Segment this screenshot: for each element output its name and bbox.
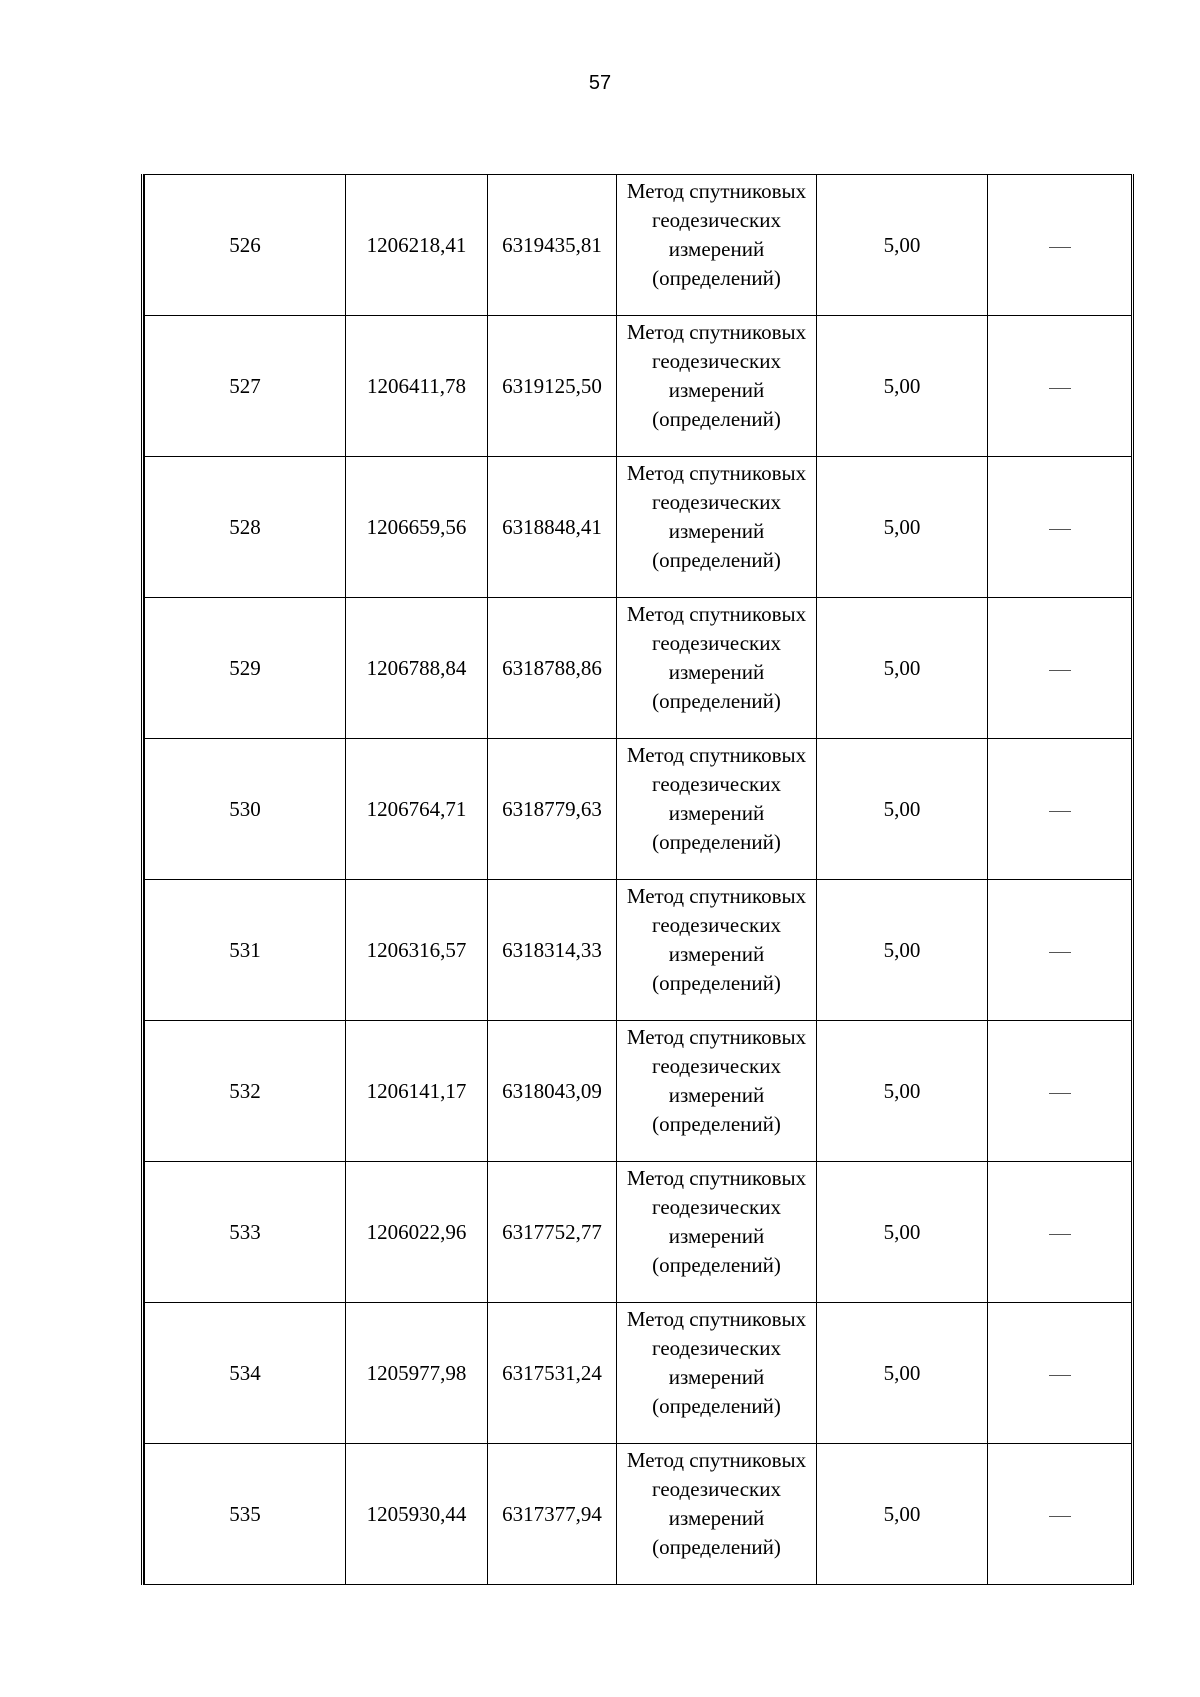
y-coordinate-cell: 6317752,77 [488, 1162, 617, 1303]
empty-dash [1049, 1234, 1071, 1235]
accuracy-cell: 5,00 [817, 316, 988, 457]
description-cell [988, 457, 1132, 598]
point-number-cell: 531 [145, 880, 346, 1021]
y-coordinate-cell: 6319125,50 [488, 316, 617, 457]
method-line: (определений) [652, 971, 781, 995]
y-coordinate-cell: 6317377,94 [488, 1444, 617, 1585]
description-cell [988, 1303, 1132, 1444]
method-cell [617, 457, 817, 598]
description-cell [988, 739, 1132, 880]
method-line: (определений) [652, 1535, 781, 1559]
method-line: геодезических [651, 490, 781, 514]
method-line: измерений [668, 1365, 765, 1389]
empty-dash [1049, 1093, 1071, 1094]
method-cell [617, 598, 817, 739]
x-coordinate-cell: 1206022,96 [346, 1162, 488, 1303]
point-number-cell: 535 [145, 1444, 346, 1585]
method-line: (определений) [652, 1253, 781, 1277]
method-cell [617, 1444, 817, 1585]
method-cell [617, 175, 817, 316]
table-row [145, 175, 1132, 316]
point-number-cell: 529 [145, 598, 346, 739]
method-line: (определений) [652, 689, 781, 713]
empty-dash [1049, 670, 1071, 671]
empty-dash [1049, 811, 1071, 812]
point-number-cell: 527 [145, 316, 346, 457]
point-number-cell: 528 [145, 457, 346, 598]
accuracy-cell: 5,00 [817, 1303, 988, 1444]
method-line: измерений [668, 378, 765, 402]
method-cell [617, 316, 817, 457]
method-line: измерений [668, 1083, 765, 1107]
x-coordinate-cell: 1206764,71 [346, 739, 488, 880]
accuracy-cell: 5,00 [817, 880, 988, 1021]
method-line: геодезических [651, 1054, 781, 1078]
method-line: измерений [668, 1224, 765, 1248]
coordinates-table-wrapper [141, 174, 1134, 1585]
method-line: геодезических [651, 913, 781, 937]
method-line: (определений) [652, 266, 781, 290]
x-coordinate-cell: 1206411,78 [346, 316, 488, 457]
y-coordinate-cell: 6318043,09 [488, 1021, 617, 1162]
description-cell [988, 175, 1132, 316]
empty-dash [1049, 952, 1071, 953]
description-cell [988, 880, 1132, 1021]
empty-dash [1049, 388, 1071, 389]
method-line: Метод спутниковых [626, 743, 807, 767]
accuracy-cell: 5,00 [817, 1162, 988, 1303]
point-number-cell: 526 [145, 175, 346, 316]
method-line: (определений) [652, 1112, 781, 1136]
accuracy-cell: 5,00 [817, 1021, 988, 1162]
point-number-cell: 532 [145, 1021, 346, 1162]
method-cell [617, 1021, 817, 1162]
method-line: измерений [668, 237, 765, 261]
accuracy-cell: 5,00 [817, 1444, 988, 1585]
accuracy-cell: 5,00 [817, 175, 988, 316]
method-line: Метод спутниковых [626, 884, 807, 908]
method-line: измерений [668, 1506, 765, 1530]
method-line: геодезических [651, 772, 781, 796]
table-row [145, 1303, 1132, 1444]
method-line: геодезических [651, 1477, 781, 1501]
method-line: Метод спутниковых [626, 1307, 807, 1331]
x-coordinate-cell: 1206659,56 [346, 457, 488, 598]
point-number-cell: 530 [145, 739, 346, 880]
table-row [145, 598, 1132, 739]
x-coordinate-cell: 1205930,44 [346, 1444, 488, 1585]
empty-dash [1049, 529, 1071, 530]
description-cell [988, 1444, 1132, 1585]
method-line: измерений [668, 942, 765, 966]
description-cell [988, 598, 1132, 739]
method-line: Метод спутниковых [626, 1448, 807, 1472]
method-line: (определений) [652, 548, 781, 572]
x-coordinate-cell: 1206218,41 [346, 175, 488, 316]
coordinates-table-body [145, 175, 1132, 1585]
y-coordinate-cell: 6318779,63 [488, 739, 617, 880]
y-coordinate-cell: 6318848,41 [488, 457, 617, 598]
point-number-cell: 534 [145, 1303, 346, 1444]
method-line: геодезических [651, 349, 781, 373]
method-line: Метод спутниковых [626, 1025, 807, 1049]
table-row [145, 1162, 1132, 1303]
point-number-cell: 533 [145, 1162, 346, 1303]
table-row [145, 739, 1132, 880]
method-line: геодезических [651, 1195, 781, 1219]
method-cell [617, 880, 817, 1021]
method-line: (определений) [652, 1394, 781, 1418]
method-line: Метод спутниковых [626, 1166, 807, 1190]
method-line: измерений [668, 660, 765, 684]
table-row [145, 880, 1132, 1021]
description-cell [988, 1021, 1132, 1162]
accuracy-cell: 5,00 [817, 457, 988, 598]
method-cell [617, 1162, 817, 1303]
coordinates-table [144, 174, 1132, 1585]
description-cell [988, 316, 1132, 457]
method-cell [617, 739, 817, 880]
accuracy-cell: 5,00 [817, 598, 988, 739]
y-coordinate-cell: 6319435,81 [488, 175, 617, 316]
method-line: геодезических [651, 631, 781, 655]
method-line: измерений [668, 519, 765, 543]
method-line: (определений) [652, 407, 781, 431]
method-line: (определений) [652, 830, 781, 854]
x-coordinate-cell: 1206141,17 [346, 1021, 488, 1162]
y-coordinate-cell: 6317531,24 [488, 1303, 617, 1444]
method-line: геодезических [651, 1336, 781, 1360]
method-line: Метод спутниковых [626, 602, 807, 626]
table-row [145, 457, 1132, 598]
empty-dash [1049, 1375, 1071, 1376]
table-row [145, 1444, 1132, 1585]
y-coordinate-cell: 6318788,86 [488, 598, 617, 739]
x-coordinate-cell: 1206788,84 [346, 598, 488, 739]
method-line: измерений [668, 801, 765, 825]
page-number: 57 [588, 72, 612, 94]
method-line: Метод спутниковых [626, 179, 807, 203]
empty-dash [1049, 1516, 1071, 1517]
method-cell [617, 1303, 817, 1444]
x-coordinate-cell: 1205977,98 [346, 1303, 488, 1444]
method-line: геодезических [651, 208, 781, 232]
table-row [145, 316, 1132, 457]
x-coordinate-cell: 1206316,57 [346, 880, 488, 1021]
method-line: Метод спутниковых [626, 320, 807, 344]
description-cell [988, 1162, 1132, 1303]
y-coordinate-cell: 6318314,33 [488, 880, 617, 1021]
empty-dash [1049, 247, 1071, 248]
accuracy-cell: 5,00 [817, 739, 988, 880]
method-line: Метод спутниковых [626, 461, 807, 485]
table-row [145, 1021, 1132, 1162]
